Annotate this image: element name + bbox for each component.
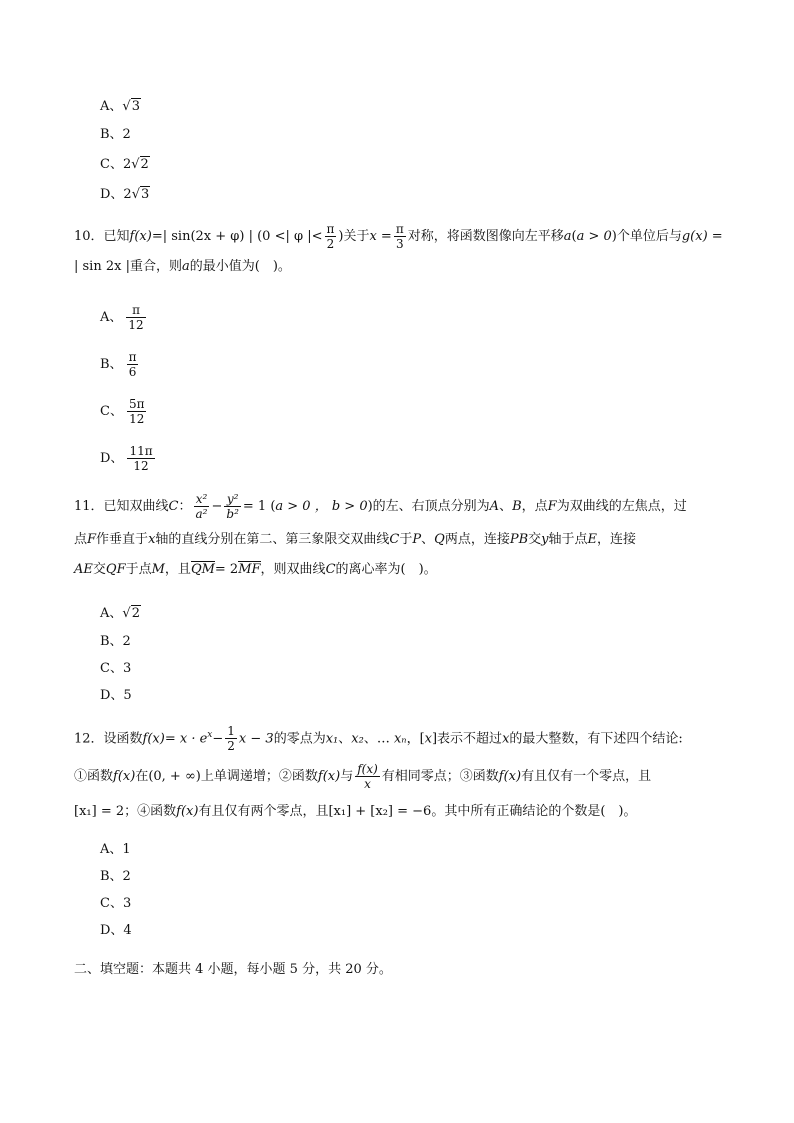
denominator: a² xyxy=(195,507,208,521)
q12-text: 上单调递增；②函数 xyxy=(200,769,318,785)
q11-line3 xyxy=(74,555,724,585)
q12-number: 12．设函数 xyxy=(74,731,143,747)
numerator: y² xyxy=(224,492,241,507)
denominator: 6 xyxy=(128,365,137,379)
option-text: D、2 xyxy=(100,187,132,202)
gx-symbol: g(x) = xyxy=(681,229,723,244)
fx-symbol: f(x) xyxy=(129,229,152,244)
q12-line2 xyxy=(74,757,724,797)
q12-expr: x − 3 xyxy=(238,731,274,747)
q12-text: 有且仅有一个零点，且 xyxy=(521,769,652,785)
x-var: x xyxy=(502,731,510,747)
q11-text: )的左、右顶点分别为 xyxy=(367,499,490,514)
numerator: x² xyxy=(194,492,210,507)
a-variable: a xyxy=(563,229,572,244)
denominator: 12 xyxy=(129,412,145,426)
q12-line3 xyxy=(74,797,724,827)
q11-text: 作垂直于 xyxy=(96,532,149,547)
option-letter: A、 xyxy=(100,606,123,621)
q11-option-d: D、5 xyxy=(100,688,132,703)
half-fraction xyxy=(225,724,237,753)
numerator: π xyxy=(395,222,404,236)
section-heading-fill-in: 二、填空题：本题共 4 小题，每小题 5 分，共 20 分。 xyxy=(74,962,392,977)
radicand: 3 xyxy=(141,187,150,202)
q12-text: ，[ xyxy=(406,731,425,747)
q10-text: )个单位后与 xyxy=(611,229,682,244)
segment-QF: QF xyxy=(105,562,126,577)
option-fraction xyxy=(127,350,139,379)
q11-text: ，则双曲线 xyxy=(260,562,326,577)
numerator: π xyxy=(126,303,145,318)
option-text: C、2 xyxy=(100,157,132,172)
segment-PB: PB xyxy=(509,532,529,547)
fx-symbol: f(x) xyxy=(498,769,522,785)
q11-text: 轴于点 xyxy=(548,532,588,547)
option-letter: B、 xyxy=(100,357,123,372)
q11-number: 11．已知双曲线 xyxy=(74,499,169,514)
abs-sin2x: | sin 2x | xyxy=(74,259,130,274)
sqrt-symbol xyxy=(131,153,150,177)
y-var: y xyxy=(541,532,549,547)
q12-text: 有相同零点；③函数 xyxy=(381,769,499,785)
denominator: x xyxy=(364,777,371,792)
q10-text: 对称，将函数图像向左平移 xyxy=(407,229,564,244)
segment-AE: AE xyxy=(74,562,93,577)
equation-text: = 1 ( xyxy=(242,499,276,514)
curve-C: C xyxy=(389,532,400,547)
question-10 xyxy=(74,220,724,280)
numerator: 11π xyxy=(129,444,153,458)
q12-text: 与 xyxy=(340,769,354,785)
numerator: π xyxy=(128,350,137,364)
sqrt-symbol xyxy=(132,183,151,207)
denominator: 2 xyxy=(326,237,335,251)
condition: a > 0 ， b > 0 xyxy=(275,499,368,514)
q12-text: ①函数 xyxy=(74,769,114,785)
q11-line1: 11．已知双曲线C： $\frac{\text{x²}}{\text{a²}}$ − $\frac{\text{y²}}{\text{b²}}$ = 1 (a > 0 ， b > 0)的左、右顶点分别为A、B，点F为双曲线的左焦点，过 xyxy=(74,492,687,521)
fx-symbol: f(x) xyxy=(113,769,136,785)
q12-text: 的零点为 xyxy=(273,731,326,747)
numerator: 5π xyxy=(128,397,145,411)
exponent: x xyxy=(207,730,213,740)
denominator: b² xyxy=(226,507,239,521)
q12-option-b: B、2 xyxy=(100,869,131,884)
q10-text: 的最小值为( )。 xyxy=(189,259,291,274)
q10-option-c xyxy=(100,394,146,430)
fx-symbol: f(x) xyxy=(142,731,165,747)
q9-option-c xyxy=(100,153,150,177)
q10-number: 10．已知 xyxy=(74,229,130,244)
q11-text: 为双曲线的左焦点，过 xyxy=(556,499,687,514)
numerator: f(x) xyxy=(357,762,378,777)
separator: 、 xyxy=(499,499,513,514)
q10-line1 xyxy=(74,220,724,254)
q11-text: 点 xyxy=(74,532,88,547)
y2-over-b2 xyxy=(224,492,241,521)
x-var: x xyxy=(424,731,432,747)
option-fraction xyxy=(126,303,145,332)
x2-var: x₂ xyxy=(351,731,364,747)
option-letter: A、 xyxy=(100,99,123,114)
q9-option-d xyxy=(100,183,150,207)
vector-MF: MF xyxy=(238,562,261,577)
q9-option-a xyxy=(100,95,141,119)
point-P: P xyxy=(412,532,422,547)
x-var: x xyxy=(148,532,156,547)
q11-text: 轴的直线分别在第二、第三象限交双曲线 xyxy=(155,532,390,547)
point-F: F xyxy=(87,532,97,547)
q12-text: 的最大整数，有下述四个结论: xyxy=(509,731,683,747)
x-equals: x = xyxy=(369,229,392,244)
numerator: π xyxy=(326,222,335,236)
pi-over-2-fraction xyxy=(325,222,337,251)
denominator: 3 xyxy=(395,237,404,251)
minus-sign: − xyxy=(211,499,223,514)
denominator: 12 xyxy=(128,318,144,332)
point-B: B xyxy=(512,499,522,514)
q11-text: 于点 xyxy=(125,562,152,577)
q10-option-b xyxy=(100,347,138,383)
q11-text: 两点，连接 xyxy=(444,532,510,547)
x2-over-a2 xyxy=(194,492,210,521)
point-A: A xyxy=(489,499,500,514)
q12-option-a: A、1 xyxy=(100,842,131,857)
radicand: 2 xyxy=(131,606,140,621)
numerator: 1 xyxy=(227,724,235,739)
ellipsis: 、… xyxy=(363,731,394,747)
radicand: 3 xyxy=(131,99,140,114)
point-M: M xyxy=(151,562,165,577)
paren: ( xyxy=(571,229,577,244)
option-fraction xyxy=(127,397,147,426)
question-12 xyxy=(74,717,724,827)
vector-QM: QM xyxy=(190,562,215,577)
q12-option-c: C、3 xyxy=(100,896,132,911)
radicand: 2 xyxy=(140,157,149,172)
xn-var: xₙ xyxy=(393,731,407,747)
q12-text: 。其中所有正确结论的个数是( )。 xyxy=(431,804,637,820)
q11-text: ，连接 xyxy=(597,532,637,547)
a-condition: a > 0 xyxy=(576,229,612,244)
floor-x1: [x₁] = 2 xyxy=(74,804,125,820)
sqrt-symbol xyxy=(122,95,141,119)
q10-text: )关于 xyxy=(338,229,370,244)
q11-line2 xyxy=(74,525,724,555)
q11-text: ，点 xyxy=(521,499,548,514)
q11-text: 交 xyxy=(528,532,542,547)
curve-C: C xyxy=(168,499,179,514)
fx-over-x xyxy=(355,762,380,791)
q11-option-c: C、3 xyxy=(100,661,132,676)
q11-text: 交 xyxy=(92,562,106,577)
equation-text: = 2 xyxy=(214,562,239,577)
q11-text: ，且 xyxy=(164,562,191,577)
q10-text: 重合，则 xyxy=(129,259,182,274)
option-letter: D、 xyxy=(100,451,124,466)
floor-sum: [x₁] + [x₂] = −6 xyxy=(328,804,432,820)
sqrt-symbol xyxy=(122,602,141,626)
q10-option-d xyxy=(100,441,155,477)
point-E: E xyxy=(587,532,598,547)
q12-text: ]表示不超过 xyxy=(431,731,503,747)
fx-symbol: f(x) xyxy=(176,804,199,820)
option-letter: C、 xyxy=(100,404,123,419)
q11-text: 于 xyxy=(399,532,413,547)
point-F: F xyxy=(547,499,557,514)
q12-option-d: D、4 xyxy=(100,923,132,938)
fx-symbol: f(x) xyxy=(317,769,341,785)
q10-line2 xyxy=(74,254,724,280)
q9-option-b: B、2 xyxy=(100,127,131,142)
q11-option-a xyxy=(100,602,141,626)
q12-text: 有且仅有两个零点，且 xyxy=(198,804,329,820)
q10-option-a xyxy=(100,300,146,336)
q12-text: ；④函数 xyxy=(124,804,177,820)
denominator: 12 xyxy=(133,459,149,473)
point-Q: Q xyxy=(434,532,445,547)
q11-option-b: B、2 xyxy=(100,634,131,649)
q12-expr: = x · e xyxy=(164,731,208,747)
q12-line1 xyxy=(74,717,724,757)
q10-expr: =| sin(2x + φ) | (0 <| φ |< xyxy=(151,229,323,244)
pi-over-3-fraction xyxy=(394,222,406,251)
radical-sign: √ xyxy=(131,187,140,202)
option-letter: A、 xyxy=(100,310,123,325)
separator: 、 xyxy=(421,532,435,547)
denominator: 2 xyxy=(227,739,235,754)
q12-text: 在 xyxy=(135,769,149,785)
option-fraction xyxy=(127,444,154,473)
radical-sign: √ xyxy=(122,99,131,114)
question-11 xyxy=(74,489,724,585)
x1-var: x₁ xyxy=(325,731,339,747)
q11-text: 的离心率为( )。 xyxy=(335,562,437,577)
separator: 、 xyxy=(338,731,352,747)
interval: (0, + ∞) xyxy=(148,769,201,785)
radical-sign: √ xyxy=(122,606,131,621)
curve-C: C xyxy=(325,562,336,577)
radical-sign: √ xyxy=(131,157,140,172)
minus-sign: − xyxy=(212,731,224,747)
a-variable: a xyxy=(181,259,190,274)
